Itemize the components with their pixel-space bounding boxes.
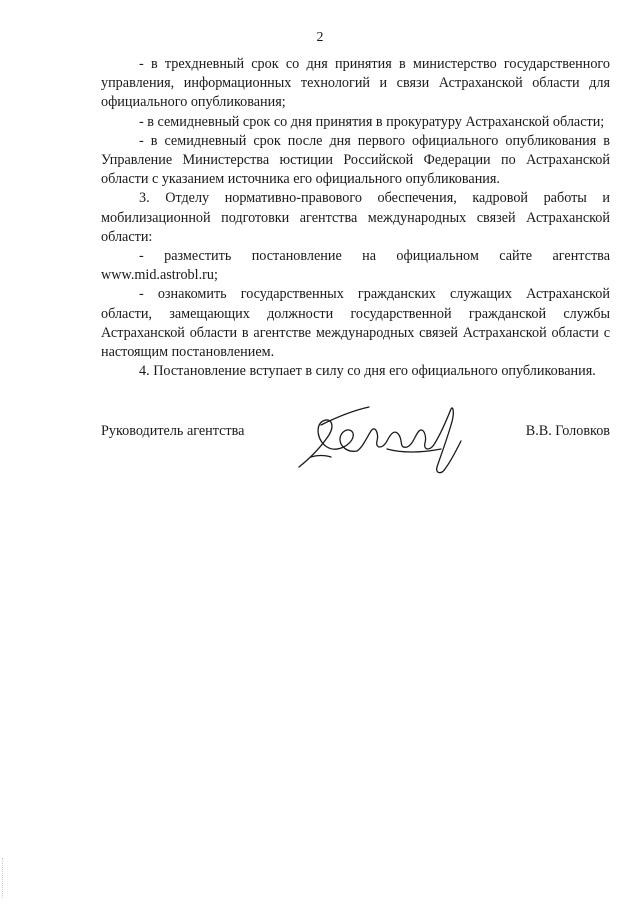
paragraph-item-3: 3. Отделу нормативно-правового обеспечения, кадровой работы и мобилизационной подготовки агентства международных связей Астраханской области: bbox=[101, 190, 610, 245]
paragraph-acquaint-staff: - ознакомить государственных гражданских служащих Астраханской области, замещающих должности государственной гражданской службы Астраханской области в агентстве международных связей Астраханской области с настоящим постановлением. bbox=[101, 286, 610, 361]
paragraph-deadline-justice-ministry: - в семидневный срок после дня первого официального опубликования в Управление Министерства юстиции Российской Федерации по Астраханской области с указанием источника его официального опубликования. bbox=[101, 132, 610, 188]
document-body bbox=[101, 55, 610, 381]
paragraph-item-4: 4. Постановление вступает в силу со дня его официального опубликования. bbox=[139, 363, 596, 380]
paragraph-deadline-prosecutor: - в семидневный срок со дня принятия в прокуратуру Астраханской области; bbox=[139, 113, 605, 130]
signature-block bbox=[101, 423, 610, 493]
handwritten-signature bbox=[291, 397, 481, 487]
signatory-role: Руководитель агентства bbox=[101, 423, 245, 439]
signatory-name: В.В. Головков bbox=[525, 423, 610, 439]
page-number: 2 bbox=[316, 30, 324, 45]
paragraph-deadline-publication: - в трехдневный срок со дня принятия в министерство государственного управления, информационных технологий и связи Астраханской области для официального опубликования; bbox=[101, 56, 610, 111]
paragraph-publish-website: - разместить постановление на официальном сайте агентства www.mid.astrobl.ru; bbox=[101, 248, 610, 284]
scan-edge-mark bbox=[2, 858, 6, 898]
